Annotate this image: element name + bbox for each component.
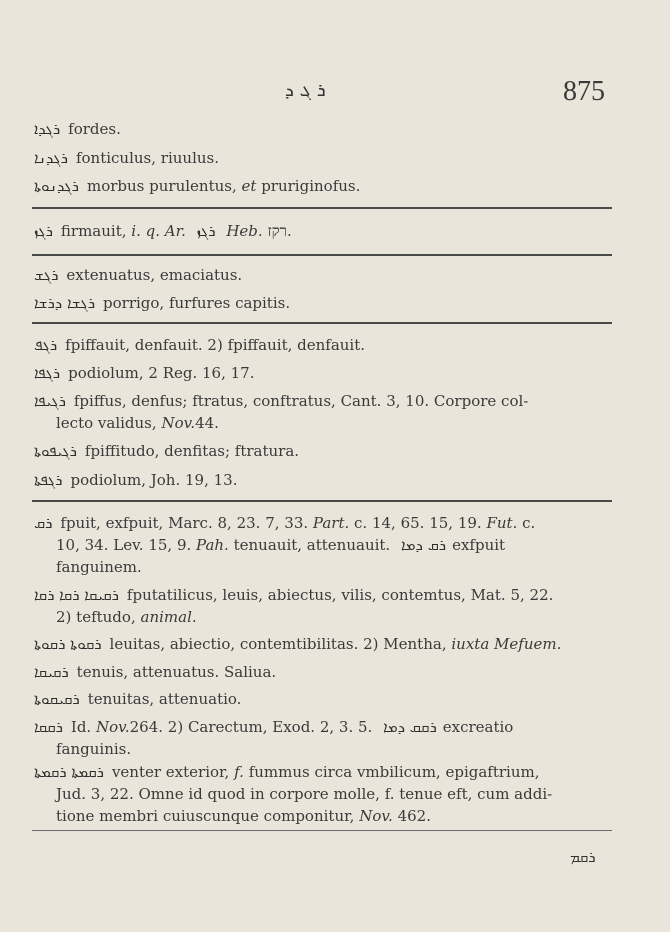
definition: venter exterior, (111, 763, 230, 781)
syriac-headword: ܪܓܦܐ (34, 364, 61, 382)
syriac-headword: ܪܓܦܬܐ (34, 471, 63, 489)
syriac-headword: ܪܩܩܐ (34, 718, 63, 736)
definition: extenuatus, emaciatus. (66, 266, 243, 284)
definition: tenuitas, attenuatio. (87, 690, 242, 708)
entry-11 (34, 469, 612, 491)
syriac-headword: ܪܩܡܬܐ ܪܩܡܬܐ (34, 763, 104, 781)
entry-13 (34, 584, 612, 606)
syriac-phrase: ܪܩ ܕܡܐ (400, 536, 447, 554)
entry-17-continuation (34, 738, 634, 760)
entry-8 (34, 362, 612, 384)
arabic-word: ܪܓܙ (196, 222, 216, 240)
definition-italic: i. q. Ar. (131, 222, 186, 240)
syriac-headword: ܪܓܕܢܐ (34, 149, 68, 167)
section-rule (32, 207, 612, 209)
entry-12 (34, 512, 612, 534)
definition: Jud. 3, 22. Omne id quod in corpore molle, f. tenue eft, cum addi- (56, 785, 553, 803)
definition-italic: Nov. (95, 718, 130, 736)
definition: podiolum, Joh. 19, 13. (70, 471, 238, 489)
syriac-headword: ܪܓܝܦܘܬܐ (34, 442, 77, 460)
running-head: ܪ ܓ ܕ (285, 80, 326, 101)
section-rule (32, 322, 612, 324)
definition: fummus circa vmbilicum, epigaftrium, (248, 763, 540, 781)
footer-rule (32, 830, 612, 831)
entry-9-continuation (34, 412, 634, 434)
syriac-headword: ܪܓܝܦܐ (34, 392, 66, 410)
entry-17 (34, 716, 612, 738)
entry-12-continuation (34, 556, 634, 578)
definition-italic: Pah. (196, 536, 229, 554)
definition: lecto validus, (56, 414, 157, 432)
syriac-headword: ܪܩ (34, 514, 53, 532)
entry-6 (34, 292, 612, 314)
definition: leuitas, abiectio, contemtibilitas. 2) Mentha, (109, 635, 447, 653)
section-rule (32, 254, 612, 256)
definition: porrigo, furfures capitis. (103, 294, 291, 312)
definition: tione membri cuiuscunque componitur, (56, 807, 355, 825)
syriac-headword: ܪܩܝܩܘܬܐ (34, 690, 80, 708)
definition: tenuauit, attenuauit. (233, 536, 391, 554)
syriac-headword: ܪܓܫܐ ܕܪܫܐ (34, 294, 96, 312)
entry-13-continuation (34, 606, 634, 628)
definition-italic: Nov. (359, 807, 393, 825)
definition: pruriginofus. (261, 177, 361, 195)
hebrew-word: רקז. (267, 222, 292, 240)
definition: fputatilicus, leuis, abiectus, vilis, contemtus, Mat. 5, 22. (126, 586, 554, 604)
definition: fpiffus, denfus; ftratus, conftratus, Cant. 3, 10. Corpore col- (73, 392, 529, 410)
definition: 2) teftudo, (56, 608, 136, 626)
definition-italic: et (241, 177, 257, 195)
entry-2 (34, 147, 612, 169)
definition: tenuis, attenuatus. Saliua. (76, 663, 277, 681)
entry-18-continuation (34, 783, 634, 805)
entry-9 (34, 390, 612, 412)
entry-18-continuation (34, 805, 634, 827)
definition-italic: Part. (312, 514, 350, 532)
definition: fanguinem. (56, 558, 142, 576)
definition: fordes. (68, 120, 121, 138)
definition: 44. (195, 414, 219, 432)
entry-3 (34, 175, 612, 197)
syriac-headword: ܪܓܙ (34, 222, 53, 240)
section-rule (32, 500, 612, 502)
syriac-phrase: ܪܩܩ ܕܡܐ (383, 718, 437, 736)
syriac-headword: ܪܓܕܢܘܬܐ (34, 177, 79, 195)
syriac-headword: ܪܩܝܩܐ ܪܩܐ ܪܩܐ (34, 586, 119, 604)
definition-italic: f. (234, 763, 244, 781)
syriac-headword: ܪܩܝܩܐ (34, 663, 69, 681)
definition-italic: animal. (140, 608, 197, 626)
definition: fpiffitudo, denfitas; ftratura. (84, 442, 300, 460)
entry-7 (34, 334, 612, 356)
definition: c. 14, 65. 15, 19. (354, 514, 482, 532)
definition: excreatio (442, 718, 514, 736)
catchword: ܪܩܡ (570, 848, 596, 866)
definition-italic: Fut. (486, 514, 518, 532)
definition: 264. 2) Carectum, Exod. 2, 3. 5. (129, 718, 373, 736)
definition: fpuit, exfpuit, Marc. 8, 23. 7, 33. (60, 514, 309, 532)
entry-16 (34, 688, 612, 710)
syriac-headword: ܪܓܕܐ (34, 120, 61, 138)
entry-4 (34, 220, 612, 242)
entry-1 (34, 118, 612, 140)
syriac-headword: ܪܓܫ (34, 266, 59, 284)
entry-15 (34, 661, 612, 683)
definition: c. (522, 514, 536, 532)
definition: 462. (397, 807, 431, 825)
definition: 10, 34. Lev. 15, 9. (56, 536, 192, 554)
entry-18 (34, 761, 612, 783)
definition-italic: Heb. (226, 222, 263, 240)
definition: morbus purulentus, (86, 177, 237, 195)
definition-italic: iuxta Mefuem. (451, 635, 562, 653)
definition-italic: Nov. (161, 414, 196, 432)
entry-14 (34, 633, 612, 655)
definition: fonticulus, riuulus. (75, 149, 219, 167)
syriac-headword: ܪܓܦ (34, 336, 58, 354)
page-number: 875 (563, 76, 605, 107)
definition: firmauit, (60, 222, 127, 240)
definition: exfpuit (452, 536, 506, 554)
definition: fpiffauit, denfauit. 2) fpiffauit, denfauit. (65, 336, 366, 354)
definition: podiolum, 2 Reg. 16, 17. (68, 364, 255, 382)
entry-12-continuation (34, 534, 634, 556)
entry-10 (34, 440, 612, 462)
entry-5 (34, 264, 612, 286)
syriac-headword: ܪܩܘܬܐ ܪܩܘܬܐ (34, 635, 102, 653)
definition: Id. (70, 718, 92, 736)
definition: fanguinis. (56, 740, 132, 758)
